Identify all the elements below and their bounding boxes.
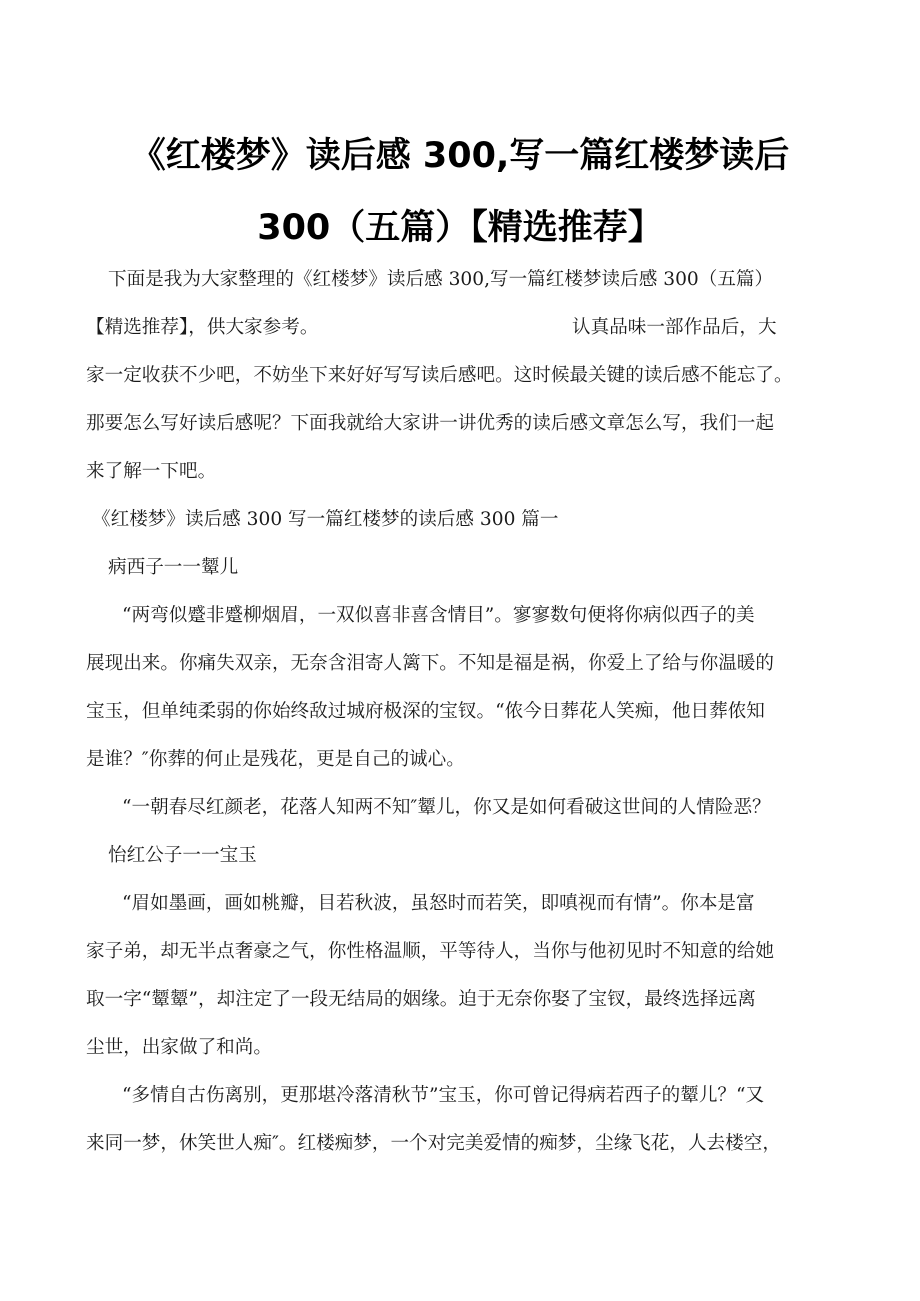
document-title-line-1: 《红楼梦》读后感 300,写一篇红楼梦读后 <box>130 136 790 176</box>
paragraph-1-line-1: “两弯似蹙非蹙柳烟眉，一双似喜非喜含情目”。寥寥数句便将你病似西子的美 <box>122 605 755 626</box>
paragraph-3-line-3: 取一字“颦颦”，却注定了一段无结局的姻缘。迫于无奈你娶了宝钗，最终选择远离 <box>86 989 756 1010</box>
section-heading-1: 《红楼梦》读后感 300 写一篇红楼梦的读后感 300 篇一 <box>92 509 559 530</box>
paragraph-3-line-2: 家子弟，却无半点奢豪之气，你性格温顺，平等待人，当你与他初见时不知意的给她 <box>86 941 774 962</box>
intro-line-5: 来了解一下吧。 <box>86 461 217 482</box>
paragraph-1-line-2: 展现出来。你痛失双亲，无奈含泪寄人篱下。不知是福是祸，你爱上了给与你温暖的 <box>86 653 774 674</box>
paragraph-3-line-1: “眉如墨画，画如桃瓣，目若秋波，虽怒时而若笑，即嗔视而有情”。你本是富 <box>122 893 755 914</box>
paragraph-1-line-4: 是谁？″你葬的何止是残花，更是自己的诚心。 <box>86 749 465 770</box>
paragraph-4-line-1: “多情自古伤离别，更那堪冷落清秋节”宝玉，你可曾记得病若西子的颦儿？“又 <box>122 1085 765 1106</box>
subheading-daiyu: 病西子一一颦儿 <box>108 557 239 578</box>
intro-line-2b: 认真品味一部作品后，大 <box>572 317 777 338</box>
subheading-baoyu: 怡红公子一一宝玉 <box>108 845 257 866</box>
paragraph-2-line-1: “一朝春尽红颜老，花落人知两不知″颦儿，你又是如何看破这世间的人情险恶？ <box>122 797 771 818</box>
intro-line-2: 【精选推荐】，供大家参考。 <box>86 317 319 338</box>
intro-line-1: 下面是我为大家整理的《红楼梦》读后感 300,写一篇红楼梦读后感 300（五篇） <box>108 269 774 290</box>
intro-line-4: 那要怎么写好读后感呢？下面我就给大家讲一讲优秀的读后感文章怎么写，我们一起 <box>86 413 774 434</box>
intro-line-3: 家一定收获不少吧，不妨坐下来好好写写读后感吧。这时候最关键的读后感不能忘了。 <box>86 365 793 386</box>
paragraph-1-line-3: 宝玉，但单纯柔弱的你始终敌过城府极深的宝钗。“侬今日葬花人笑痴，他日葬侬知 <box>86 701 765 722</box>
document-title-line-2: 300（五篇）【精选推荐】 <box>257 208 663 248</box>
paragraph-4-line-2: 来同一梦，休笑世人痴″。红楼痴梦，一个对完美爱情的痴梦，尘缘飞花，人去楼空， <box>86 1133 781 1154</box>
paragraph-3-line-4: 尘世，出家做了和尚。 <box>86 1037 272 1058</box>
